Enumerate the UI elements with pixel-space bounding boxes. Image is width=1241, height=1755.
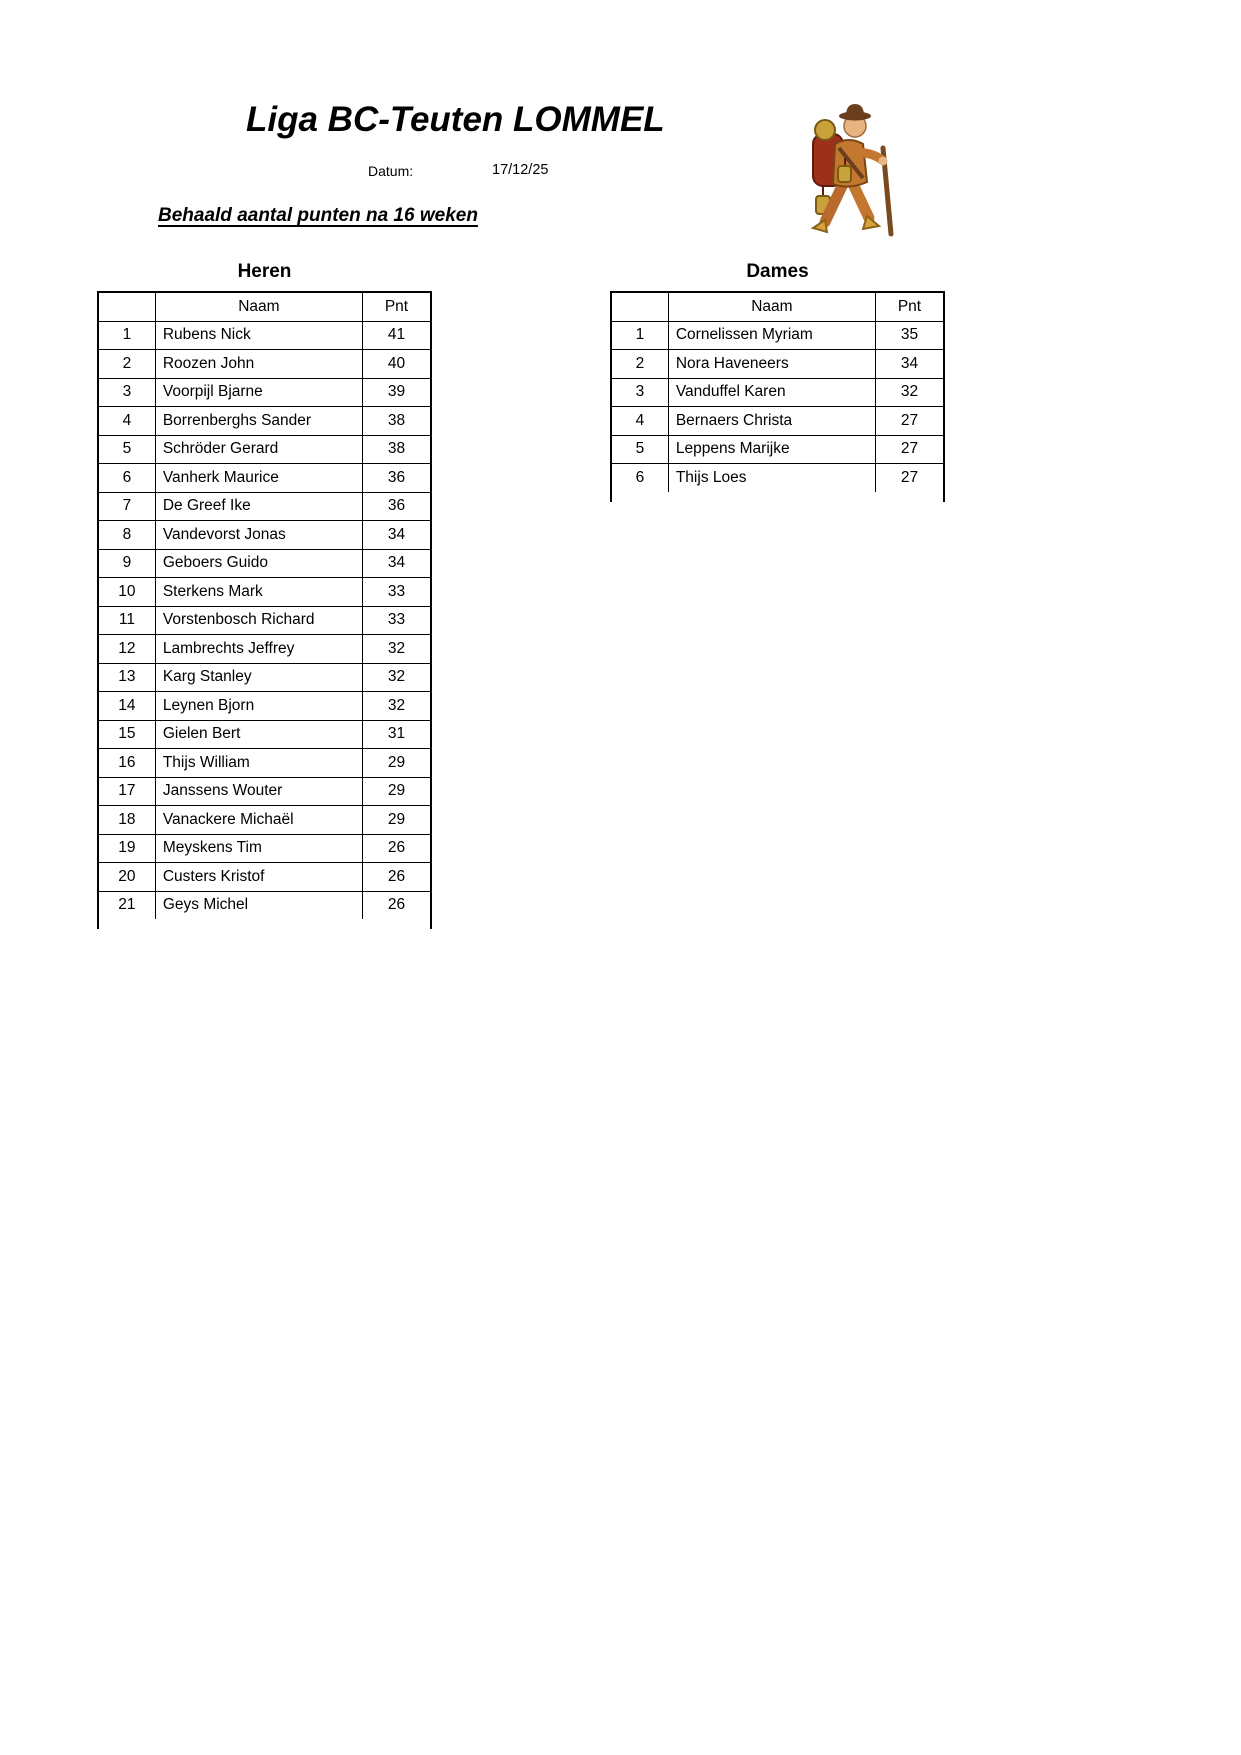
table-row: [99, 635, 430, 664]
cell-pnt: 34: [362, 521, 430, 550]
dames-header-row: [612, 293, 943, 321]
table-row: [99, 720, 430, 749]
cell-rank: 7: [99, 492, 155, 521]
cell-naam: Vorstenbosch Richard: [155, 606, 362, 635]
datum-value: 17/12/25: [492, 162, 549, 178]
cell-naam: Schröder Gerard: [155, 435, 362, 464]
cell-pnt: 33: [362, 578, 430, 607]
cell-naam: Karg Stanley: [155, 663, 362, 692]
table-row: [99, 863, 430, 892]
heren-naam-header: Naam: [155, 293, 362, 321]
datum-label: Datum:: [368, 163, 414, 179]
table-row: [612, 350, 943, 379]
cell-naam: Thijs William: [155, 749, 362, 778]
cell-pnt: 33: [362, 606, 430, 635]
cell-pnt: 41: [362, 321, 430, 350]
table-row: [99, 806, 430, 835]
table-row: [99, 464, 430, 493]
subtitle: Behaald aantal punten na 16 weken: [158, 205, 478, 226]
cell-pnt: 27: [875, 407, 943, 436]
cell-naam: Roozen John: [155, 350, 362, 379]
teut-peddler-icon: [783, 86, 911, 242]
cell-rank: 3: [99, 378, 155, 407]
cell-naam: De Greef Ike: [155, 492, 362, 521]
table-row: [612, 464, 943, 492]
cell-naam: Vanherk Maurice: [155, 464, 362, 493]
cell-pnt: 40: [362, 350, 430, 379]
cell-pnt: 32: [362, 692, 430, 721]
cell-pnt: 27: [900, 468, 919, 486]
cell-naam: Vandevorst Jonas: [155, 521, 362, 550]
table-row: [99, 834, 430, 863]
cell-rank: 3: [612, 378, 668, 407]
cell-rank: 17: [99, 777, 155, 806]
cell-naam: Lambrechts Jeffrey: [155, 635, 362, 664]
cell-naam: Borrenberghs Sander: [155, 407, 362, 436]
dames-rank-header: [612, 293, 668, 321]
table-row: [99, 492, 430, 521]
cell-naam: Gielen Bert: [155, 720, 362, 749]
table-row: [99, 378, 430, 407]
table-row: [612, 321, 943, 350]
cell-rank: 6: [99, 464, 155, 493]
cell-naam: Cornelissen Myriam: [668, 321, 875, 350]
cell-naam: Voorpijl Bjarne: [155, 378, 362, 407]
cell-naam: Vanduffel Karen: [668, 378, 875, 407]
table-row: [99, 321, 430, 350]
table-row: [612, 378, 943, 407]
cell-rank: 2: [99, 350, 155, 379]
cell-naam: Sterkens Mark: [155, 578, 362, 607]
table-row: [99, 663, 430, 692]
cell-naam: Meyskens Tim: [155, 834, 362, 863]
heren-pnt-header: Pnt: [362, 293, 430, 321]
teut-peddler-logo: [783, 86, 911, 242]
cell-rank: 4: [99, 407, 155, 436]
cell-pnt: 35: [875, 321, 943, 350]
cell-rank: 6: [612, 464, 668, 492]
cell-rank: 15: [99, 720, 155, 749]
cell-rank: 8: [99, 521, 155, 550]
cell-naam: Janssens Wouter: [155, 777, 362, 806]
cell-rank: 5: [612, 435, 668, 464]
cell-naam: Vanackere Michaël: [155, 806, 362, 835]
cell-rank: 21: [99, 891, 155, 919]
cell-naam: Thijs Loes: [668, 464, 875, 492]
cell-rank: 2: [612, 350, 668, 379]
dames-naam-header: Naam: [668, 293, 875, 321]
cell-pnt: 26: [362, 834, 430, 863]
cell-pnt: 32: [362, 635, 430, 664]
cell-naam: Geys Michel: [155, 891, 362, 919]
cell-rank: 20: [99, 863, 155, 892]
heren-table: [97, 291, 432, 929]
cell-pnt: 26: [362, 863, 430, 892]
table-row: [99, 749, 430, 778]
page-title: Liga BC-Teuten LOMMEL: [246, 100, 665, 139]
table-row: [99, 578, 430, 607]
dames-table: [610, 291, 945, 502]
cell-pnt: 36: [362, 492, 430, 521]
cell-pnt: 32: [875, 378, 943, 407]
cell-rank: 5: [99, 435, 155, 464]
cell-pnt: 39: [362, 378, 430, 407]
cell-rank: 12: [99, 635, 155, 664]
cell-pnt: 29: [362, 777, 430, 806]
cell-pnt: 38: [362, 435, 430, 464]
cell-pnt: 38: [362, 407, 430, 436]
cell-pnt: 29: [362, 806, 430, 835]
heren-title: Heren: [237, 261, 292, 282]
table-row: [99, 435, 430, 464]
table-row: [99, 891, 430, 919]
cell-rank: 14: [99, 692, 155, 721]
dames-title: Dames: [746, 261, 809, 282]
cell-pnt: 32: [362, 663, 430, 692]
cell-rank: 19: [99, 834, 155, 863]
table-row: [99, 350, 430, 379]
table-row: [99, 606, 430, 635]
cell-rank: 11: [99, 606, 155, 635]
cell-naam: Custers Kristof: [155, 863, 362, 892]
cell-rank: 4: [612, 407, 668, 436]
cell-rank: 1: [99, 321, 155, 350]
cell-naam: Leppens Marijke: [668, 435, 875, 464]
cell-rank: 13: [99, 663, 155, 692]
cell-rank: 16: [99, 749, 155, 778]
cell-pnt: 31: [362, 720, 430, 749]
cell-naam: Bernaers Christa: [668, 407, 875, 436]
table-row: [612, 435, 943, 464]
table-row: [612, 407, 943, 436]
cell-rank: 9: [99, 549, 155, 578]
cell-pnt: 34: [875, 350, 943, 379]
cell-rank: 1: [612, 321, 668, 350]
cell-rank: 10: [99, 578, 155, 607]
cell-naam: Rubens Nick: [155, 321, 362, 350]
table-row: [99, 549, 430, 578]
table-row: [99, 407, 430, 436]
cell-pnt: 36: [362, 464, 430, 493]
dames-pnt-header: Pnt: [875, 293, 943, 321]
heren-rank-header: [99, 293, 155, 321]
cell-naam: Geboers Guido: [155, 549, 362, 578]
cell-rank: 18: [99, 806, 155, 835]
cell-naam: Leynen Bjorn: [155, 692, 362, 721]
table-row: [99, 777, 430, 806]
table-row: [99, 692, 430, 721]
table-row: [99, 521, 430, 550]
cell-pnt: 26: [387, 896, 406, 914]
cell-pnt: 29: [362, 749, 430, 778]
heren-header-row: [99, 293, 430, 321]
cell-pnt: 27: [875, 435, 943, 464]
cell-pnt: 34: [362, 549, 430, 578]
cell-naam: Nora Haveneers: [668, 350, 875, 379]
